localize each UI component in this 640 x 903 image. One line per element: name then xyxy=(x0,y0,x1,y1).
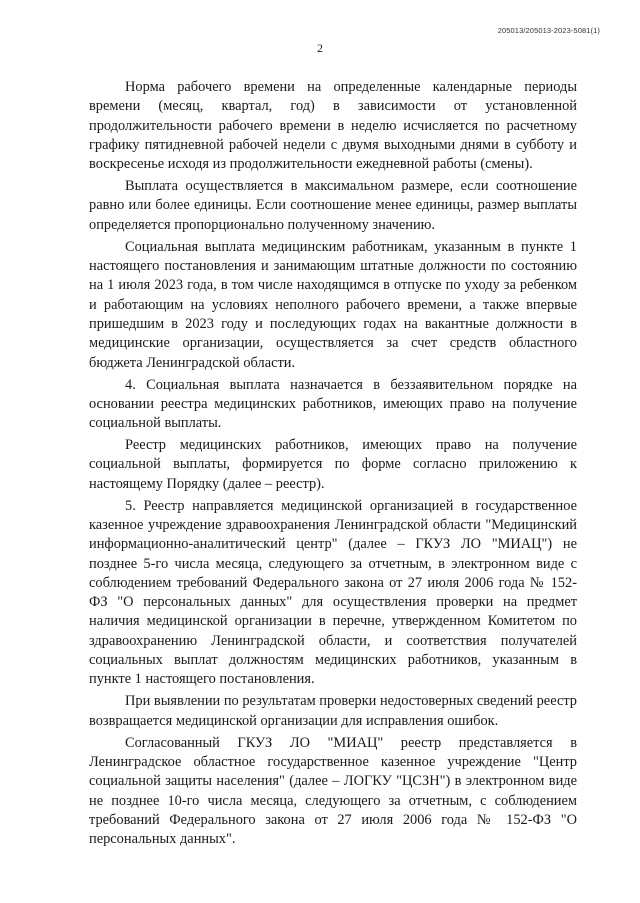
paragraph-payment-size: Выплата осуществляется в максимальном размере, если соотношение равно или более единицы. Если соотношение менее единицы, размер выплаты определяется пропорционально полученному значению. xyxy=(89,178,577,233)
document-body xyxy=(89,78,577,852)
paragraph-clause-5: 5. Реестр направляется медицинской организацией в государственное казенное учреждение здравоохранения Ленинградской области "Медицинский информационно-аналитический центр" (далее – ГКУЗ ЛО "МИАЦ") не позднее 5-го числа месяца, следующего за отчетным, в электронном виде с соблюдением требований Федерального закона от 27 июля 2006 года № 152-ФЗ "О персональных данных" для осуществления проверки на предмет наличия медицинской организации в перечне, утвержденном Комитетом по здравоохранению Ленинградской области, и соответствия получателей социальных выплат должностям медицинских работников, указанным в пункте 1 настоящего постановления. xyxy=(89,497,577,688)
paragraph-work-time-norm: Норма рабочего времени на определенные календарные периоды времени (месяц, квартал, год) в зависимости от установленной продолжительности рабочего времени в неделю исчисляется по расчетному графику пятидневной рабочей недели с двумя выходными днями в субботу и воскресенье исходя из продолжительности ежедневной работы (смены). xyxy=(89,79,577,173)
page-number: 2 xyxy=(317,41,323,55)
document-id: 205013/205013-2023-5081(1) xyxy=(497,26,600,35)
paragraph-clause-4: 4. Социальная выплата назначается в беззаявительном порядке на основании реестра медицинских работников, имеющих право на получение социальной выплаты. xyxy=(89,376,577,432)
paragraph-registry-form: Реестр медицинских работников, имеющих право на получение социальной выплаты, формируется по форме согласно приложению к настоящему Порядку (далее – реестр). xyxy=(89,437,577,492)
paragraph-registry-submission: Согласованный ГКУЗ ЛО "МИАЦ" реестр представляется в Ленинградское областное государственное казенное учреждение "Центр социальной защиты населения" (далее – ЛОГКУ "ЦСЗН") в электронном виде не позднее 10-го числа месяца, следующего за отчетным, с соблюдением требований Федерального закона от 27 июля 2006 года № 152-ФЗ "О персональных данных". xyxy=(89,734,577,848)
paragraph-social-payment-recipients: Социальная выплата медицинским работникам, указанным в пункте 1 настоящего постановления и занимающим штатные должности по состоянию на 1 июля 2023 года, в том числе находящимся в отпуске по уходу за ребенком и работающим на условиях неполного рабочего времени, а также впервые пришедшим в 2023 году и последующих годах на вакантные должности в медицинские организации, осуществляется за счет средств областного бюджета Ленинградской области. xyxy=(89,238,577,371)
paragraph-registry-return: При выявлении по результатам проверки недостоверных сведений реестр возвращается медицинской организации для исправления ошибок. xyxy=(89,693,577,729)
